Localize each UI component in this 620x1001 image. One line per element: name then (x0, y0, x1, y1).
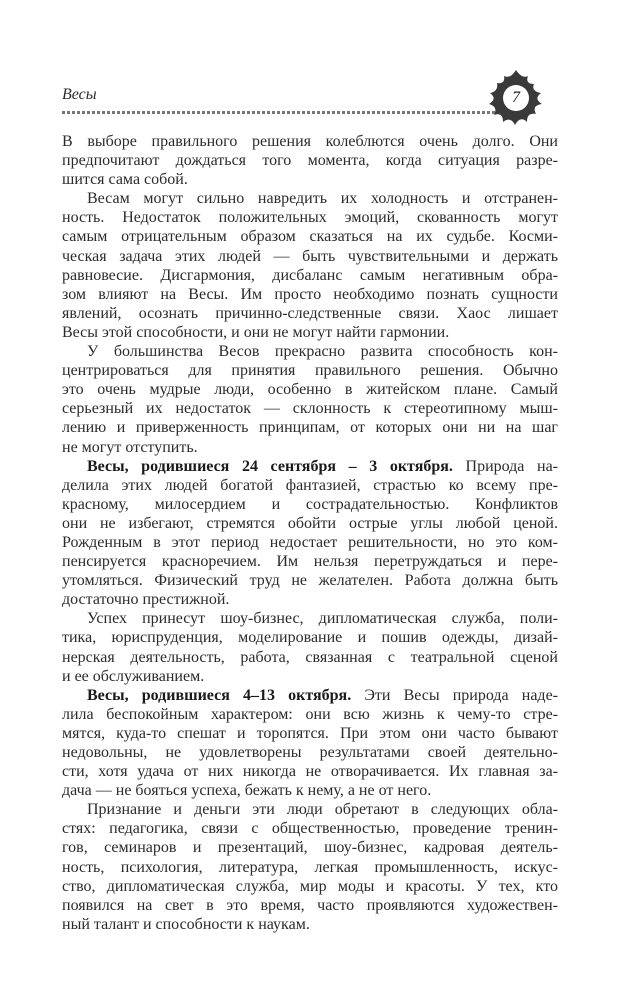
text-line (62, 781, 558, 800)
text-line (62, 323, 558, 342)
text-line (62, 686, 558, 705)
text-line (62, 762, 558, 781)
section-heading: Весы, родившиеся 4–13 октября. (87, 686, 352, 704)
text-line-content: утомляться. Физический труд не желателен. Работа должна быть (62, 572, 558, 590)
text-line (62, 514, 558, 533)
text-line (62, 399, 558, 418)
text-line-content: Природа на- (452, 457, 558, 475)
text-line (62, 667, 558, 686)
text-line (62, 648, 558, 667)
text-line-content: У большинства Весов прекрасно развита способность кон- (87, 343, 558, 361)
text-line (62, 533, 558, 552)
text-line (62, 800, 558, 819)
text-line-content: появился на свет в это время, часто проявляются художествен- (62, 896, 558, 914)
text-line-content: лению и приверженность принципам, от которых они ни на шаг (62, 419, 558, 437)
text-line (62, 743, 558, 762)
text-line-content: шится сама собой. (62, 171, 188, 189)
text-line-content: сти, хотя удача от них никогда не отворачивается. Их главная за- (62, 763, 558, 781)
text-line-content: явлений, осознать причинно-следственные связи. Хаос лишает (62, 304, 558, 322)
text-line (62, 418, 558, 437)
text-line (62, 705, 558, 724)
text-line (62, 266, 558, 285)
page-number-badge (486, 68, 546, 128)
text-line-content: Эти Весы природа наде- (351, 686, 559, 704)
text-line-content: они не избегают, стремятся обойти острые углы любой ценой. (62, 514, 558, 532)
text-line (62, 247, 558, 266)
running-head: Весы (62, 86, 97, 103)
text-line-content: самым отрицательным образом сказаться на их судьбе. Косми- (62, 228, 558, 246)
text-line (62, 590, 558, 609)
text-line (62, 495, 558, 514)
text-line (62, 476, 558, 495)
text-line-content: гов, семинаров и презентаций, шоу-бизнес, кадровая деятель- (62, 839, 558, 857)
text-line-content: центрироваться для принятия правильного решения. Обычно (62, 362, 558, 380)
text-line-content: это очень мудрые люди, особенно в житейском плане. Самый (62, 381, 558, 399)
text-line (62, 132, 558, 151)
text-line-content: лила беспокойным характером: они всю жизнь к чему-то стре- (62, 705, 558, 723)
text-line-content: стях: педагогика, связи с общественностью, проведение тренин- (62, 820, 558, 838)
text-line-content: ный талант и способности к наукам. (62, 915, 310, 933)
text-line (62, 380, 558, 399)
text-line-content: нерская деятельность, работа, связанная с театральной сценой (62, 648, 558, 666)
text-line (62, 304, 558, 323)
text-line-content: серьезный их недостаток — склонность к стереотипному мыш- (62, 400, 558, 418)
text-line-content: и ее обслуживанием. (62, 667, 205, 685)
text-line (62, 438, 558, 457)
section-heading: Весы, родившиеся 24 сентября – 3 октября. (87, 457, 453, 475)
text-line-content: тика, юриспруденция, моделирование и пошив одежды, дизай- (62, 629, 558, 647)
body-text (62, 132, 558, 934)
text-line (62, 915, 558, 934)
text-line (62, 285, 558, 304)
text-line-content: Весам могут сильно навредить их холодность и отстранен- (87, 190, 558, 208)
text-line-content: ность, психология, литература, легкая промышленность, искус- (62, 858, 558, 876)
text-line (62, 609, 558, 628)
text-line (62, 208, 558, 227)
text-line (62, 571, 558, 590)
text-line-content: недовольны, не удовлетворены результатами своей деятельно- (62, 744, 558, 761)
text-line (62, 877, 558, 896)
text-line (62, 189, 558, 208)
text-line-content: ческая задача этих людей — быть чувствительными и держать (62, 247, 558, 265)
text-line (62, 170, 558, 189)
text-line-content: ство, дипломатическая служба, мир моды и красоты. У тех, кто (62, 877, 558, 895)
text-line-content: зом влияют на Весы. Им просто необходимо познать сущности (62, 285, 558, 303)
text-line-content: делила этих людей богатой фантазией, страстью ко всему пре- (62, 476, 558, 494)
text-line-content: предпочитают дождаться того момента, когда ситуация разре- (62, 152, 558, 170)
text-line (62, 361, 558, 380)
text-line-content: Рожденным в этот период недостает решительности, но это ком- (62, 533, 558, 551)
text-line-content: красному, милосердием и сострадательностью. Конфликтов (62, 495, 558, 513)
text-line-content: не могут отступить. (62, 438, 198, 456)
text-line (62, 838, 558, 857)
page-number: 7 (512, 89, 520, 106)
header-rule (62, 111, 502, 114)
text-line (62, 151, 558, 170)
text-line-content: Успех принесут шоу-бизнес, дипломатическая служба, поли- (87, 610, 558, 628)
text-line-content: дача — не бояться успеха, бежать к нему, а не от него. (62, 782, 432, 800)
text-line-content: Весы этой способности, и они не могут найти гармонии. (62, 323, 450, 341)
text-line-content: мятся, куда-то спешат и торопятся. При этом они часто бывают (62, 724, 558, 742)
text-line-content: равновесие. Дисгармония, дисбаланс самым негативным обра- (62, 266, 558, 284)
text-line-content: пенсируется красноречием. Им нельзя перетруждаться и пере- (62, 553, 558, 571)
text-line-content: В выборе правильного решения колеблются очень долго. Они (62, 133, 558, 150)
text-line (62, 819, 558, 838)
text-line (62, 858, 558, 877)
text-line (62, 552, 558, 571)
text-line (62, 227, 558, 246)
text-line-content: достаточно престижной. (62, 591, 230, 609)
text-line (62, 896, 558, 915)
text-line (62, 342, 558, 361)
text-line-content: ность. Недостаток положительных эмоций, скованность могут (62, 209, 558, 227)
text-line-content: Признание и деньги эти люди обретают в следующих обла- (87, 801, 558, 819)
text-line (62, 457, 558, 476)
text-line (62, 724, 558, 743)
text-line (62, 628, 558, 647)
